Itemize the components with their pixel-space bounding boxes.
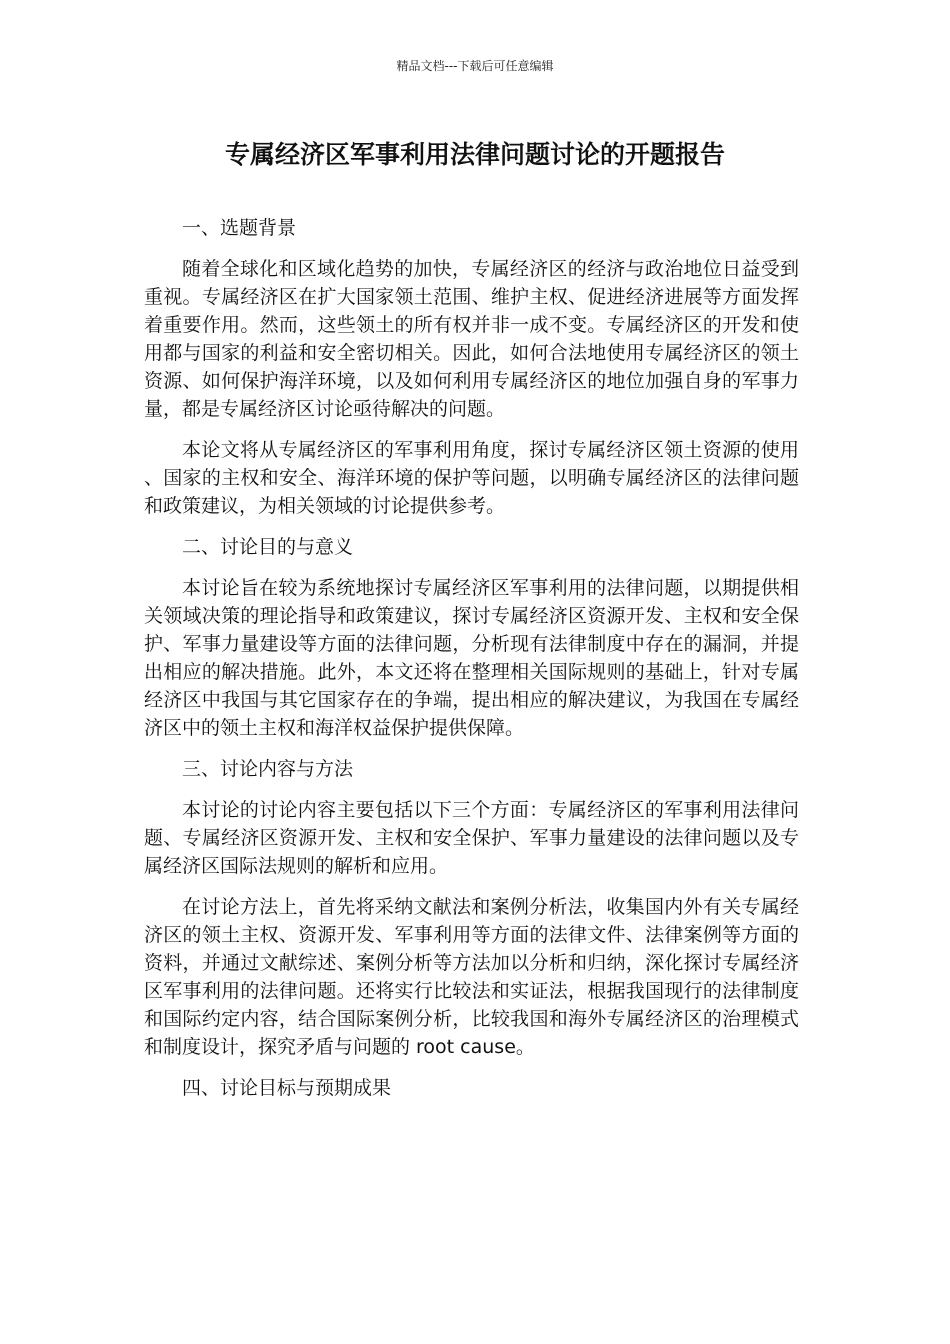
document-body <box>144 214 799 1115</box>
section-heading: 三、讨论内容与方法 <box>182 758 354 780</box>
paragraph: 本讨论的讨论内容主要包括以下三个方面：专属经济区的军事利用法律问题、专属经济区资源开发、主权和安全保护、军事力量建设的法律问题以及专属经济区国际法规则的解析和应用。 <box>144 799 799 877</box>
section-heading: 四、讨论目标与预期成果 <box>182 1077 392 1099</box>
section-heading: 一、选题背景 <box>182 217 297 239</box>
paragraph: 在讨论方法上，首先将采纳文献法和案例分析法，收集国内外有关专属经济区的领土主权、资源开发、军事利用等方面的法律文件、法律案例等方面的资料，并通过文献综述、案例分析等方法加以分析和归纳，深化探讨专属经济区军事利用的法律问题。还将实行比较法和实证法，根据我国现行的法律制度和国际约定内容，结合国际案例分析，比较我国和海外专属经济区的治理模式和制度设计，探究矛盾与问题的 root cause。 <box>144 896 799 1058</box>
paragraph: 随着全球化和区域化趋势的加快，专属经济区的经济与政治地位日益受到重视。专属经济区在扩大国家领土范围、维护主权、促进经济进展等方面发挥着重要作用。然而，这些领土的所有权并非一成不变。专属经济区的开发和使用都与国家的利益和安全密切相关。因此，如何合法地使用专属经济区的领土资源、如何保护海洋环境，以及如何利用专属经济区的地位加强自身的军事力量，都是专属经济区讨论亟待解决的问题。 <box>144 258 799 420</box>
page-watermark: 精品文档---下载后可任意编辑 <box>396 59 554 73</box>
paragraph: 本讨论旨在较为系统地探讨专属经济区军事利用的法律问题，以期提供相关领域决策的理论指导和政策建议，探讨专属经济区资源开发、主权和安全保护、军事力量建设等方面的法律问题，分析现有法律制度中存在的漏洞，并提出相应的解决措施。此外，本文还将在整理相关国际规则的基础上，针对专属经济区中我国与其它国家存在的争端，提出相应的解决建议，为我国在专属经济区中的领土主权和海洋权益保护提供保障。 <box>144 577 799 739</box>
paragraph: 本论文将从专属经济区的军事利用角度，探讨专属经济区领土资源的使用、国家的主权和安全、海洋环境的保护等问题，以明确专属经济区的法律问题和政策建议，为相关领域的讨论提供参考。 <box>144 439 799 517</box>
section-heading: 二、讨论目的与意义 <box>182 536 354 558</box>
document-title: 专属经济区军事利用法律问题讨论的开题报告 <box>224 140 725 169</box>
